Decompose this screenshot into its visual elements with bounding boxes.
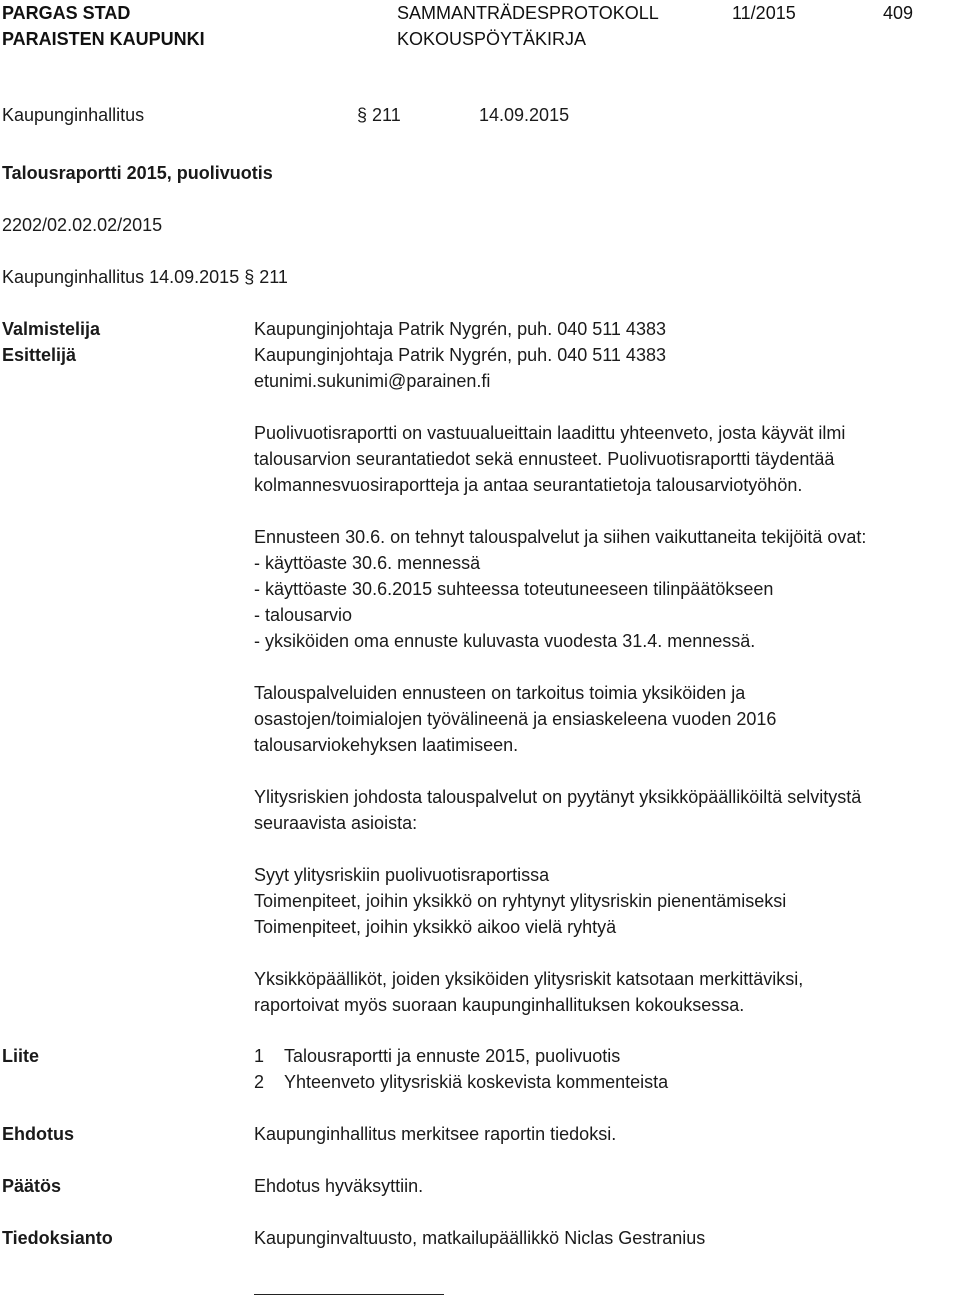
notification-label: Tiedoksianto bbox=[2, 1228, 113, 1248]
attachment-item[interactable] bbox=[254, 1069, 668, 1095]
list-item: - käyttöaste 30.6. mennessä bbox=[254, 553, 481, 573]
paragraph-line: Talouspalveluiden ennusteen on tarkoitus toimia yksiköiden ja bbox=[254, 683, 746, 703]
preparer-label: Valmistelija bbox=[2, 319, 101, 339]
paragraph-line: osastojen/toimialojen työvälineenä ja ensiaskeleena vuoden 2016 bbox=[254, 709, 777, 729]
presenter-value: Kaupunginjohtaja Patrik Nygrén, puh. 040 511 4383 bbox=[254, 345, 666, 365]
decision-label: Päätös bbox=[2, 1176, 62, 1196]
paragraph-line: talousarvion seurantatiedot sekä ennusteet. Puolivuotisraportti täydentää bbox=[254, 449, 835, 469]
doc-type-primary: SAMMANTRÄDESPROTOKOLL bbox=[397, 3, 659, 23]
attachments-label: Liite bbox=[2, 1046, 40, 1066]
paragraph-line: Ennusteen 30.6. on tehnyt talouspalvelut ja siihen vaikuttaneita tekijöitä ovat: bbox=[254, 527, 867, 547]
org-name-secondary: PARAISTEN KAUPUNKI bbox=[2, 29, 205, 49]
paragraph-line: kolmannesvuosiraportteja ja antaa seurantatietoja talousarviotyöhön. bbox=[254, 475, 803, 495]
paragraph-reporting bbox=[254, 966, 944, 1018]
paragraph-topics bbox=[254, 862, 944, 940]
list-item: - talousarvio bbox=[254, 605, 353, 625]
attachment-item[interactable] bbox=[254, 1043, 620, 1069]
paragraph-line: Puolivuotisraportti on vastuualueittain laadittu yhteenveto, josta käyvät ilmi bbox=[254, 423, 846, 443]
meeting-section: § 211 bbox=[357, 105, 401, 125]
presenter-email: etunimi.sukunimi@parainen.fi bbox=[254, 371, 491, 391]
protocol-issue: 11/2015 bbox=[732, 3, 796, 23]
proposal-value: Kaupunginhallitus merkitsee raportin tiedoksi. bbox=[254, 1124, 617, 1144]
paragraph-line: Ylitysriskien johdosta talouspalvelut on pyytänyt yksikköpäälliköiltä selvitystä bbox=[254, 787, 862, 807]
page-number: 409 bbox=[883, 3, 914, 23]
list-item: Syyt ylitysriskiin puolivuotisraportissa bbox=[254, 865, 550, 885]
presenter-label: Esittelijä bbox=[2, 345, 77, 365]
paragraph-purpose bbox=[254, 680, 944, 758]
paragraph-line: seuraavista asioista: bbox=[254, 813, 418, 833]
decision-value: Ehdotus hyväksyttiin. bbox=[254, 1176, 424, 1196]
attachment-title: Talousraportti ja ennuste 2015, puolivuotis bbox=[284, 1046, 621, 1066]
paragraph-line: talousarviokehyksen laatimiseen. bbox=[254, 735, 519, 755]
list-item: Toimenpiteet, joihin yksikkö aikoo vielä ryhtyä bbox=[254, 917, 617, 937]
list-item: - käyttöaste 30.6.2015 suhteessa toteutuneeseen tilinpäätökseen bbox=[254, 579, 774, 599]
case-history: Kaupunginhallitus 14.09.2015 § 211 bbox=[2, 267, 288, 287]
notification-value: Kaupunginvaltuusto, matkailupäällikkö Niclas Gestranius bbox=[254, 1228, 706, 1248]
meeting-date: 14.09.2015 bbox=[479, 105, 570, 125]
attachment-number: 2 bbox=[254, 1072, 265, 1092]
paragraph-line: Yksikköpäälliköt, joiden yksiköiden ylitysriskit katsotaan merkittäviksi, bbox=[254, 969, 804, 989]
list-item: - yksiköiden oma ennuste kuluvasta vuodesta 31.4. mennessä. bbox=[254, 631, 756, 651]
meeting-body: Kaupunginhallitus bbox=[2, 105, 145, 125]
paragraph-summary bbox=[254, 420, 944, 498]
case-title: Talousraportti 2015, puolivuotis bbox=[2, 163, 273, 183]
list-item: Toimenpiteet, joihin yksikkö on ryhtynyt ylitysriskin pienentämiseksi bbox=[254, 891, 787, 911]
paragraph-overrun-request bbox=[254, 784, 944, 836]
doc-type-secondary: KOKOUSPÖYTÄKIRJA bbox=[397, 29, 587, 49]
preparer-value: Kaupunginjohtaja Patrik Nygrén, puh. 040 511 4383 bbox=[254, 319, 666, 339]
attachment-number: 1 bbox=[254, 1046, 265, 1066]
attachment-title: Yhteenveto ylitysriskiä koskevista kommenteista bbox=[284, 1072, 669, 1092]
org-name-primary: PARGAS STAD bbox=[2, 3, 131, 23]
signature-rule bbox=[254, 1294, 444, 1295]
proposal-label: Ehdotus bbox=[2, 1124, 74, 1144]
paragraph-line: raportoivat myös suoraan kaupunginhallituksen kokouksessa. bbox=[254, 995, 745, 1015]
paragraph-forecast-factors bbox=[254, 524, 944, 654]
case-dnro: 2202/02.02.02/2015 bbox=[2, 215, 163, 235]
